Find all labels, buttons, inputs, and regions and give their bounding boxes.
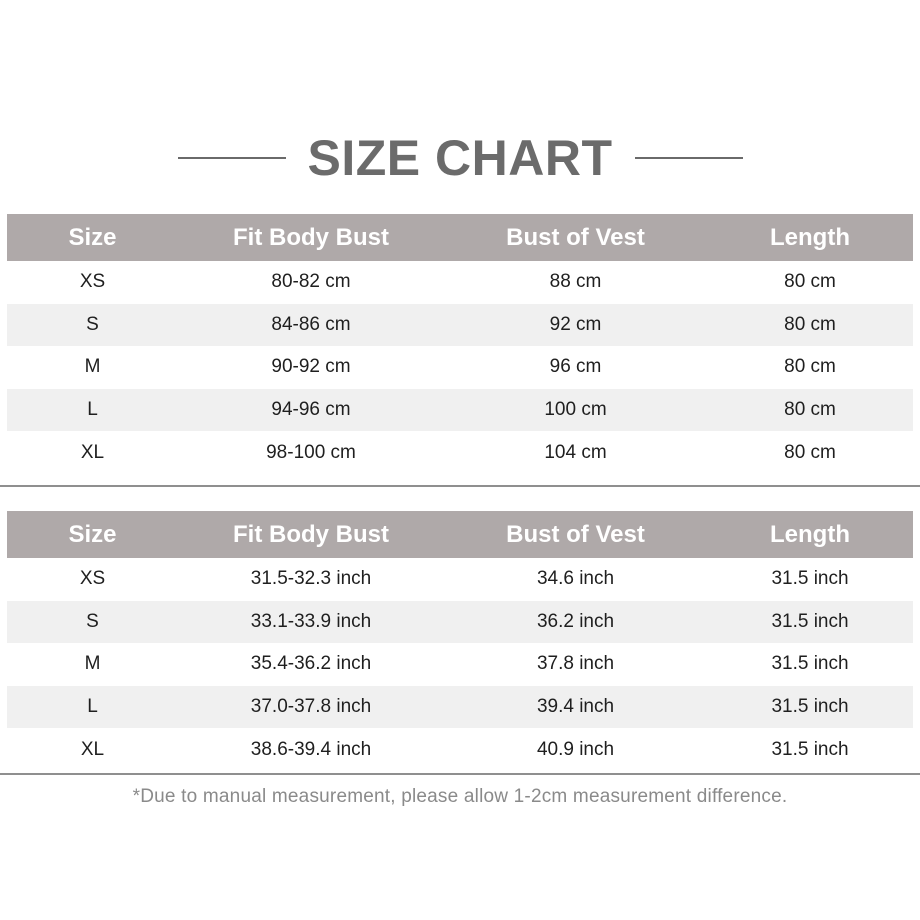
page-title: SIZE CHART <box>307 130 613 186</box>
table-row <box>7 601 913 644</box>
header-row <box>7 511 913 558</box>
cell-length: 80 cm <box>784 356 836 378</box>
cell-bust-of-vest: 39.4 inch <box>444 686 707 729</box>
header-bust-of-vest: Bust of Vest <box>444 511 707 558</box>
header-size: Size <box>7 511 178 558</box>
cell-length: 80 cm <box>784 271 836 293</box>
cell-length: 80 cm <box>707 304 913 347</box>
cell-fit-body-bust: 90-92 cm <box>271 356 351 378</box>
cell-size: XS <box>79 568 106 590</box>
cell-size: XL <box>80 441 105 463</box>
header-fit-body-bust: Fit Body Bust <box>178 511 444 558</box>
cell-size: L <box>7 686 178 729</box>
cell-fit-body-bust: 80-82 cm <box>271 271 351 293</box>
cell-bust-of-vest: 40.9 inch <box>536 738 615 760</box>
cell-size: XL <box>80 738 105 760</box>
cell-bust-of-vest: 37.8 inch <box>536 653 615 675</box>
cell-size: XS <box>79 271 106 293</box>
cell-fit-body-bust: 84-86 cm <box>178 304 444 347</box>
cell-bust-of-vest: 96 cm <box>549 356 602 378</box>
cell-bust-of-vest: 92 cm <box>444 304 707 347</box>
cell-length: 31.5 inch <box>707 686 913 729</box>
cell-length: 31.5 inch <box>771 568 849 590</box>
header-row <box>7 214 913 261</box>
header-size: Size <box>7 214 178 261</box>
table-row <box>7 431 913 474</box>
cell-fit-body-bust: 38.6-39.4 inch <box>250 738 372 760</box>
table-row <box>7 389 913 432</box>
table-row <box>7 558 913 601</box>
cell-size: M <box>84 356 101 378</box>
cell-fit-body-bust: 98-100 cm <box>266 441 356 463</box>
cell-bust-of-vest: 104 cm <box>544 441 607 463</box>
size-table-inch <box>7 511 913 771</box>
title-right-rule <box>635 157 743 159</box>
cell-fit-body-bust: 33.1-33.9 inch <box>178 601 444 644</box>
header-length: Length <box>707 511 913 558</box>
header-bust-of-vest: Bust of Vest <box>444 214 707 261</box>
cell-length: 31.5 inch <box>707 601 913 644</box>
size-table-cm <box>7 214 913 474</box>
measurement-note: *Due to manual measurement, please allow 1-2cm measurement difference. <box>132 786 788 807</box>
header-fit-body-bust: Fit Body Bust <box>178 214 444 261</box>
cell-size: M <box>84 653 101 675</box>
cell-length: 80 cm <box>707 389 913 432</box>
table-row <box>7 261 913 304</box>
table-row <box>7 346 913 389</box>
cell-fit-body-bust: 35.4-36.2 inch <box>250 653 372 675</box>
cell-size: L <box>7 389 178 432</box>
cell-fit-body-bust: 37.0-37.8 inch <box>178 686 444 729</box>
cell-bust-of-vest: 34.6 inch <box>536 568 615 590</box>
cell-length: 31.5 inch <box>771 738 849 760</box>
cell-bust-of-vest: 100 cm <box>444 389 707 432</box>
header-length: Length <box>707 214 913 261</box>
cell-bust-of-vest: 36.2 inch <box>444 601 707 644</box>
cell-fit-body-bust: 94-96 cm <box>178 389 444 432</box>
title-left-rule <box>178 157 286 159</box>
table-row <box>7 643 913 686</box>
section-divider <box>0 773 920 775</box>
cell-bust-of-vest: 88 cm <box>549 271 602 293</box>
table-row <box>7 728 913 771</box>
cell-length: 31.5 inch <box>771 653 849 675</box>
cell-length: 80 cm <box>784 441 836 463</box>
cell-size: S <box>7 601 178 644</box>
title-area <box>0 128 920 188</box>
table-row <box>7 304 913 347</box>
cell-fit-body-bust: 31.5-32.3 inch <box>250 568 372 590</box>
table-row <box>7 686 913 729</box>
cell-size: S <box>7 304 178 347</box>
section-divider <box>0 485 920 487</box>
